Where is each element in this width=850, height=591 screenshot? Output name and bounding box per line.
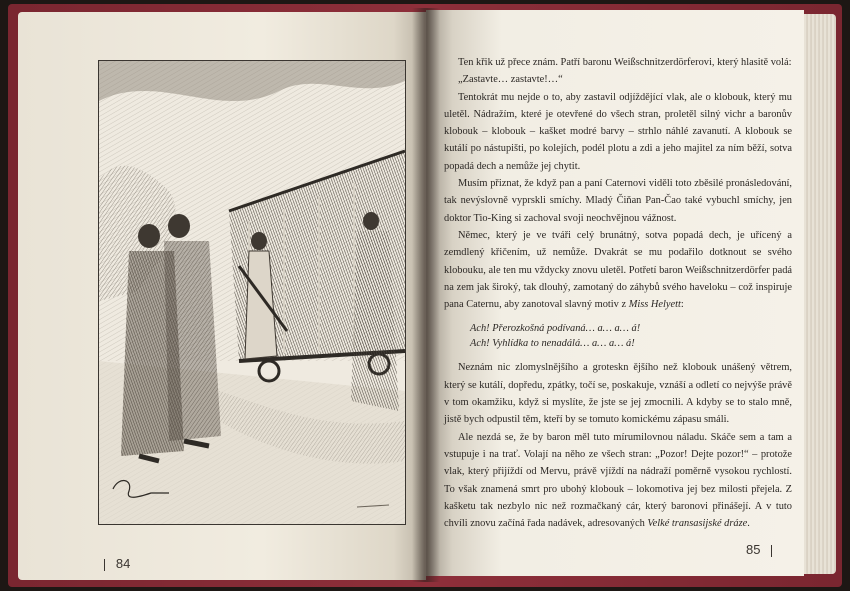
page-edges xyxy=(804,14,836,574)
engraving-illustration xyxy=(98,60,406,525)
closing-period: . xyxy=(747,518,750,530)
paragraph: Ten křik už přece znám. Patří baronu Weißschnitzerdörferovi, který hlasitě volá: xyxy=(458,57,792,68)
page-number-85: 85 xyxy=(746,542,761,557)
paragraph-text: Ale nezdá se, že by baron měl tuto mírumilovnou náladu. Skáče sem a tam a vstupuje i na trať. Volají na něho ze všech stran: „Pozor! Dejte pozor!“ – protože vlak, který přijíždí od Mervu, právě vjíždí na nádraží poměrně vysokou rychlostí. To však znamená smrt pro ubohý klobouk – lokomotiva jej bez milosti přejela. Z kašketu tak nezbylo nic než rozmačkaný cár, který baronovi přinášejí. A v tuto chvíli znovu začíná řada nadávek, adresovaných xyxy=(444,431,792,530)
paragraph-text: Němec, který je ve tváři celý brunátný, sotva popadá dech, je uřícený a zemdlený křičením, už nemůže. Dvakrát se mu podařilo dotknout se svého klobouku, ale ten mu vždycky znovu uletěl. Potřetí baron Weißschnitzerdörfer padá na zem jak široký, tak dlouhý, zamotaný do záhybů svého haveloku – což inspiruje pana Caternu, aby zanotoval slavný motiv z xyxy=(444,229,792,311)
body-text xyxy=(444,54,792,532)
paragraph: Neznám nic zlomyslnějšího a groteskn ějšího než klobouk unášený větrem, který se kutálí, dopředu, zpátky, točí se, poskakuje, vznáší a odletí co nejvýše právě v tom okamžiku, když si myslíte, že jste se jej zmocnili. A kdyby se to stalo mně, jistě bych odpustil těm, kteří by se tomuto komickému zápasu smáli. xyxy=(444,362,792,426)
paragraph: Tentokrát mu nejde o to, aby zastavil odjíždějící vlak, ale o klobouk, který mu uletěl. Nádražím, které je otevřené do všech stran, proletěl silný vichr a baronův klobouk – klobouk – kašket modré barvy – strhlo náhlé zavanutí. A klobouk se kutálí po nástupišti, po kolejích, podél plotu a zdi a jeho majitel za ním běží, sotva popadá dech a nemůže jej chytit. xyxy=(444,91,792,172)
page-number-left xyxy=(104,556,130,571)
paragraph: Němec, který je ve tváři celý brunátný, sotva popadá dech, je uřícený a zemdlený křičením, už nemůže. Dvakrát se mu podařilo dotknout se svého klobouku, ale ten mu vždycky znovu uletěl. Potřetí baron Weißschnitzerdörfer padá na zem jak široký, tak dlouhý, zamotaný do záhybů svého haveloku – což inspiruje pana Caternu, aby zanotoval slavný motiv z Miss Helyett: xyxy=(444,229,792,311)
verse-line: Ach! Přerozkošná podívaná… a… a… á! xyxy=(470,323,641,335)
right-page xyxy=(426,10,804,576)
paragraph: Musím přiznat, že když pan a paní Caternovi viděli toto zběsilé pronásledování, tak nevýslovně vyprskli smíchy. Mladý Čiňan Pan-Čao také vybuchl smíchy, jen doktor Tio-King si zachoval svoji neochvějnou vážnost. xyxy=(444,178,792,224)
song-verse xyxy=(470,321,792,351)
verse-line: Ach! Vyhlídka to nenadálá… a… a… á! xyxy=(470,338,635,350)
folio-rule xyxy=(104,559,105,571)
page-number-right xyxy=(746,542,772,557)
railway-title: Velké transasijské dráze xyxy=(647,518,748,530)
left-page xyxy=(18,12,426,580)
paragraph: „Zastavte… zastavte!…“ xyxy=(458,74,563,86)
illustration-artwork xyxy=(99,61,405,524)
book-gutter xyxy=(412,8,440,582)
opera-title: Miss Helyett xyxy=(628,299,681,311)
page-number-84: 84 xyxy=(115,556,131,571)
folio-rule xyxy=(771,545,772,557)
paragraph xyxy=(444,429,792,533)
